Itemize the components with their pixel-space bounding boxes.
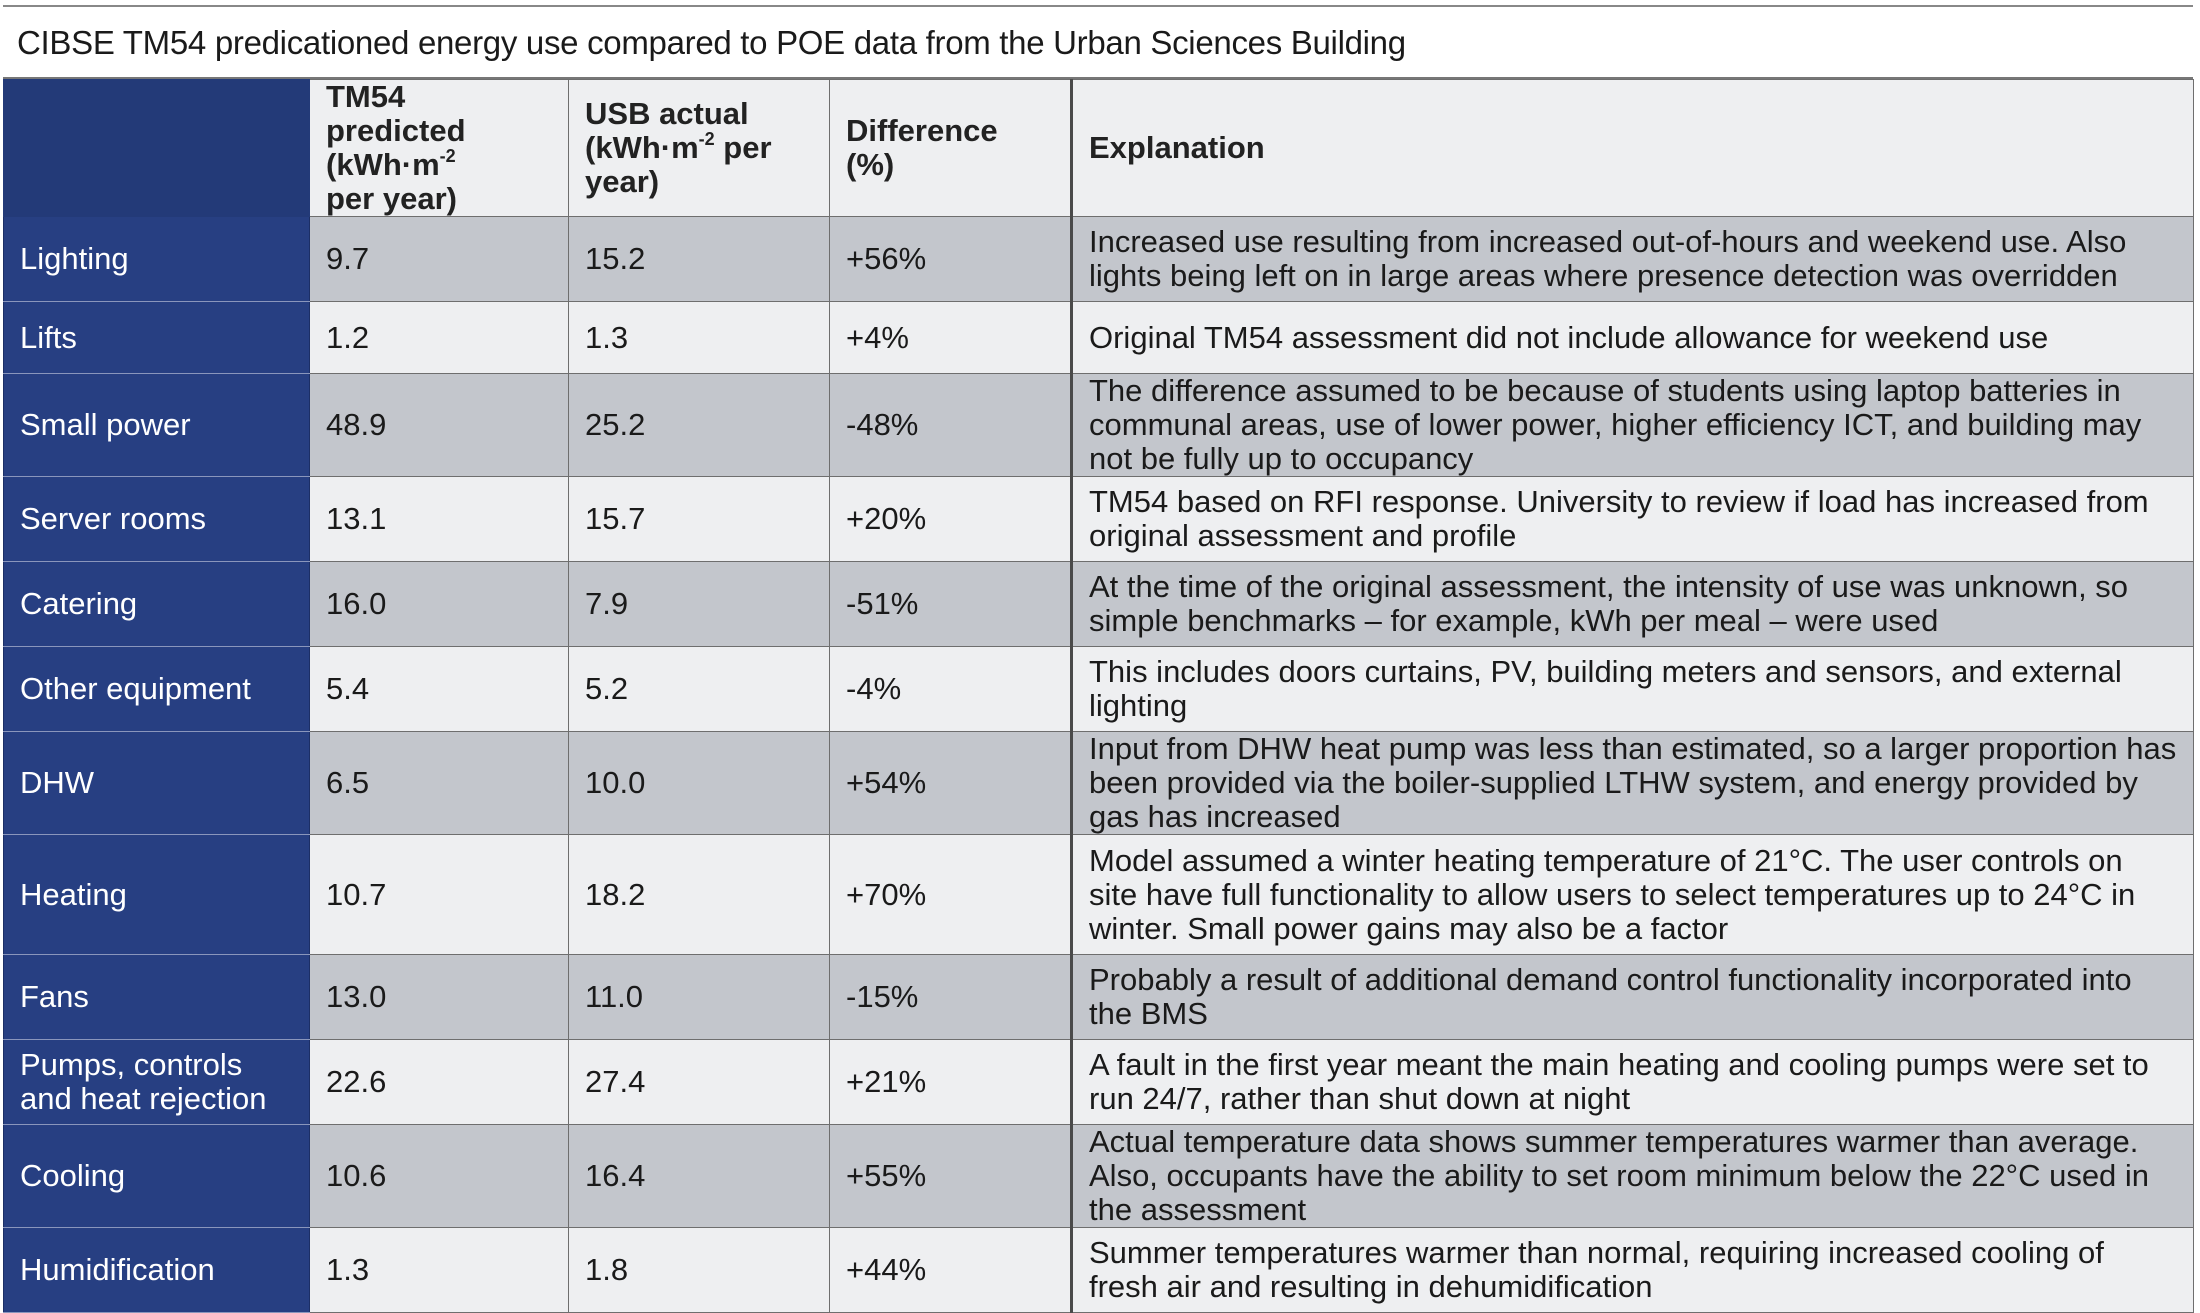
table-row [4,217,2194,302]
table-row [4,955,2194,1040]
row-category: Small power [4,374,310,477]
header-explanation: Explanation [1072,80,2194,217]
cell-difference: -48% [830,374,1072,477]
cell-predicted: 48.9 [310,374,569,477]
cell-difference: +70% [830,835,1072,955]
table-row [4,647,2194,732]
cell-actual: 18.2 [569,835,830,955]
header-superscript: -2 [439,145,456,166]
cell-explanation: This includes doors curtains, PV, building meters and sensors, and external lighting [1072,647,2194,732]
cell-predicted: 1.2 [310,302,569,374]
cell-predicted: 5.4 [310,647,569,732]
cell-difference: +56% [830,217,1072,302]
table-row [4,1040,2194,1125]
table-row [4,562,2194,647]
cell-difference: +4% [830,302,1072,374]
cell-predicted: 13.1 [310,477,569,562]
cell-difference: +20% [830,477,1072,562]
table-caption: CIBSE TM54 predicationed energy use compared to POE data from the Urban Sciences Building [3,7,2193,79]
row-category: Cooling [4,1125,310,1228]
row-category: Catering [4,562,310,647]
cell-actual: 25.2 [569,374,830,477]
table-row [4,374,2194,477]
header-row [4,80,2194,217]
cell-explanation: Model assumed a winter heating temperature of 21°C. The user controls on site have full functionality to allow users to select temperatures up to 24°C in winter. Small power gains may also be a factor [1072,835,2194,955]
cell-explanation: Original TM54 assessment did not include allowance for weekend use [1072,302,2194,374]
cell-difference: +54% [830,732,1072,835]
cell-predicted: 9.7 [310,217,569,302]
row-category: Other equipment [4,647,310,732]
cell-predicted: 10.7 [310,835,569,955]
cell-difference: -15% [830,955,1072,1040]
cell-actual: 1.8 [569,1228,830,1313]
cell-explanation: Increased use resulting from increased out-of-hours and weekend use. Also lights being left on in large areas where presence detection was overridden [1072,217,2194,302]
header-difference: Difference (%) [830,80,1072,217]
table-row [4,1228,2194,1313]
header-superscript: -2 [698,128,715,149]
row-category: Humidification [4,1228,310,1313]
table-row [4,477,2194,562]
cell-actual: 27.4 [569,1040,830,1125]
header-text: per year) [326,181,457,216]
header-text: (kWh·m [585,130,699,165]
cell-explanation: Summer temperatures warmer than normal, requiring increased cooling of fresh air and resulting in dehumidification [1072,1228,2194,1313]
header-text: per year) [585,130,772,199]
cell-explanation: Probably a result of additional demand control functionality incorporated into the BMS [1072,955,2194,1040]
header-corner [4,80,310,217]
header-usb-actual [569,80,830,217]
table-row [4,302,2194,374]
row-category: Lighting [4,217,310,302]
cell-actual: 1.3 [569,302,830,374]
cell-predicted: 13.0 [310,955,569,1040]
cell-actual: 11.0 [569,955,830,1040]
table-body [4,217,2194,1313]
table-row [4,835,2194,955]
cell-explanation: TM54 based on RFI response. University to review if load has increased from original assessment and profile [1072,477,2194,562]
header-tm54-predicted [310,80,569,217]
table-row [4,732,2194,835]
energy-comparison-table [3,79,2194,1313]
row-category: Pumps, controls and heat rejection [4,1040,310,1125]
header-text: TM54 predicted [326,79,466,148]
cell-predicted: 16.0 [310,562,569,647]
cell-explanation: Input from DHW heat pump was less than estimated, so a larger proportion has been provided via the boiler-supplied LTHW system, and energy provided by gas has increased [1072,732,2194,835]
header-text: (kWh·m [326,147,440,182]
cell-actual: 15.2 [569,217,830,302]
row-category: Lifts [4,302,310,374]
row-category: Fans [4,955,310,1040]
cell-difference: +55% [830,1125,1072,1228]
cell-actual: 10.0 [569,732,830,835]
cell-predicted: 1.3 [310,1228,569,1313]
row-category: Server rooms [4,477,310,562]
cell-actual: 7.9 [569,562,830,647]
cell-explanation: A fault in the first year meant the main heating and cooling pumps were set to run 24/7, rather than shut down at night [1072,1040,2194,1125]
cell-explanation: Actual temperature data shows summer temperatures warmer than average. Also, occupants have the ability to set room minimum below the 22°C used in the assessment [1072,1125,2194,1228]
cell-difference: +44% [830,1228,1072,1313]
cell-difference: -51% [830,562,1072,647]
cell-predicted: 6.5 [310,732,569,835]
row-category: DHW [4,732,310,835]
cell-predicted: 22.6 [310,1040,569,1125]
cell-explanation: At the time of the original assessment, the intensity of use was unknown, so simple benchmarks – for example, kWh per meal – were used [1072,562,2194,647]
cell-difference: +21% [830,1040,1072,1125]
header-text: USB actual [585,96,749,131]
table-row [4,1125,2194,1228]
row-category: Heating [4,835,310,955]
cell-actual: 16.4 [569,1125,830,1228]
cell-predicted: 10.6 [310,1125,569,1228]
cell-difference: -4% [830,647,1072,732]
cell-actual: 5.2 [569,647,830,732]
cell-explanation: The difference assumed to be because of students using laptop batteries in communal areas, use of lower power, higher efficiency ICT, and building may not be fully up to occupancy [1072,374,2194,477]
cell-actual: 15.7 [569,477,830,562]
